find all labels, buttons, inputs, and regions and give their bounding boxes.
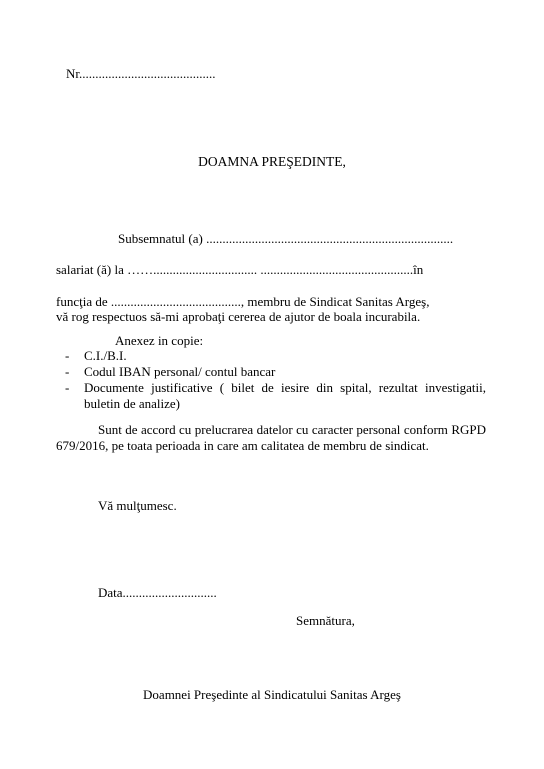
list-dash: - <box>65 364 70 379</box>
signature-label: Semnătura, <box>296 613 355 628</box>
employee-line: salariat (ă) la ……................................ ...............................................în <box>56 262 424 277</box>
attachments-list <box>56 348 486 412</box>
registration-number-line: Nr.......................................... <box>66 66 216 81</box>
addressee-footer: Doamnei Preşedinte al Sindicatului Sanitas Argeş <box>143 687 401 702</box>
list-item <box>56 380 486 412</box>
list-dash: - <box>65 380 70 395</box>
attachments-heading: Anexez in copie: <box>115 333 204 348</box>
thanks-line: Vă mulţumesc. <box>98 498 177 513</box>
consent-paragraph: Sunt de accord cu prelucrarea datelor cu caracter personal conform RGPD 679/2016, pe toata perioada in care am calitatea de membru de sindicat. <box>56 422 486 453</box>
position-line: funcţia de ........................................, membru de Sindicat Sanitas Argeş, <box>56 294 430 309</box>
undersigned-line: Subsemnatul (a) ............................................................................ <box>118 231 454 246</box>
date-line: Data............................. <box>98 585 217 600</box>
list-dash: - <box>65 348 70 363</box>
attachment-label: Documente justificative ( bilet de iesire din spital, rezultat investigatii, buletin de analize) <box>84 380 486 411</box>
request-line: vă rog respectuos să-mi aprobaţi cererea de ajutor de boala incurabila. <box>56 309 421 324</box>
attachment-label: C.I./B.I. <box>84 348 127 363</box>
attachment-label: Codul IBAN personal/ contul bancar <box>84 364 276 379</box>
page-title: DOAMNA PREŞEDINTE, <box>198 154 346 169</box>
list-item <box>56 364 486 380</box>
list-item <box>56 348 486 364</box>
